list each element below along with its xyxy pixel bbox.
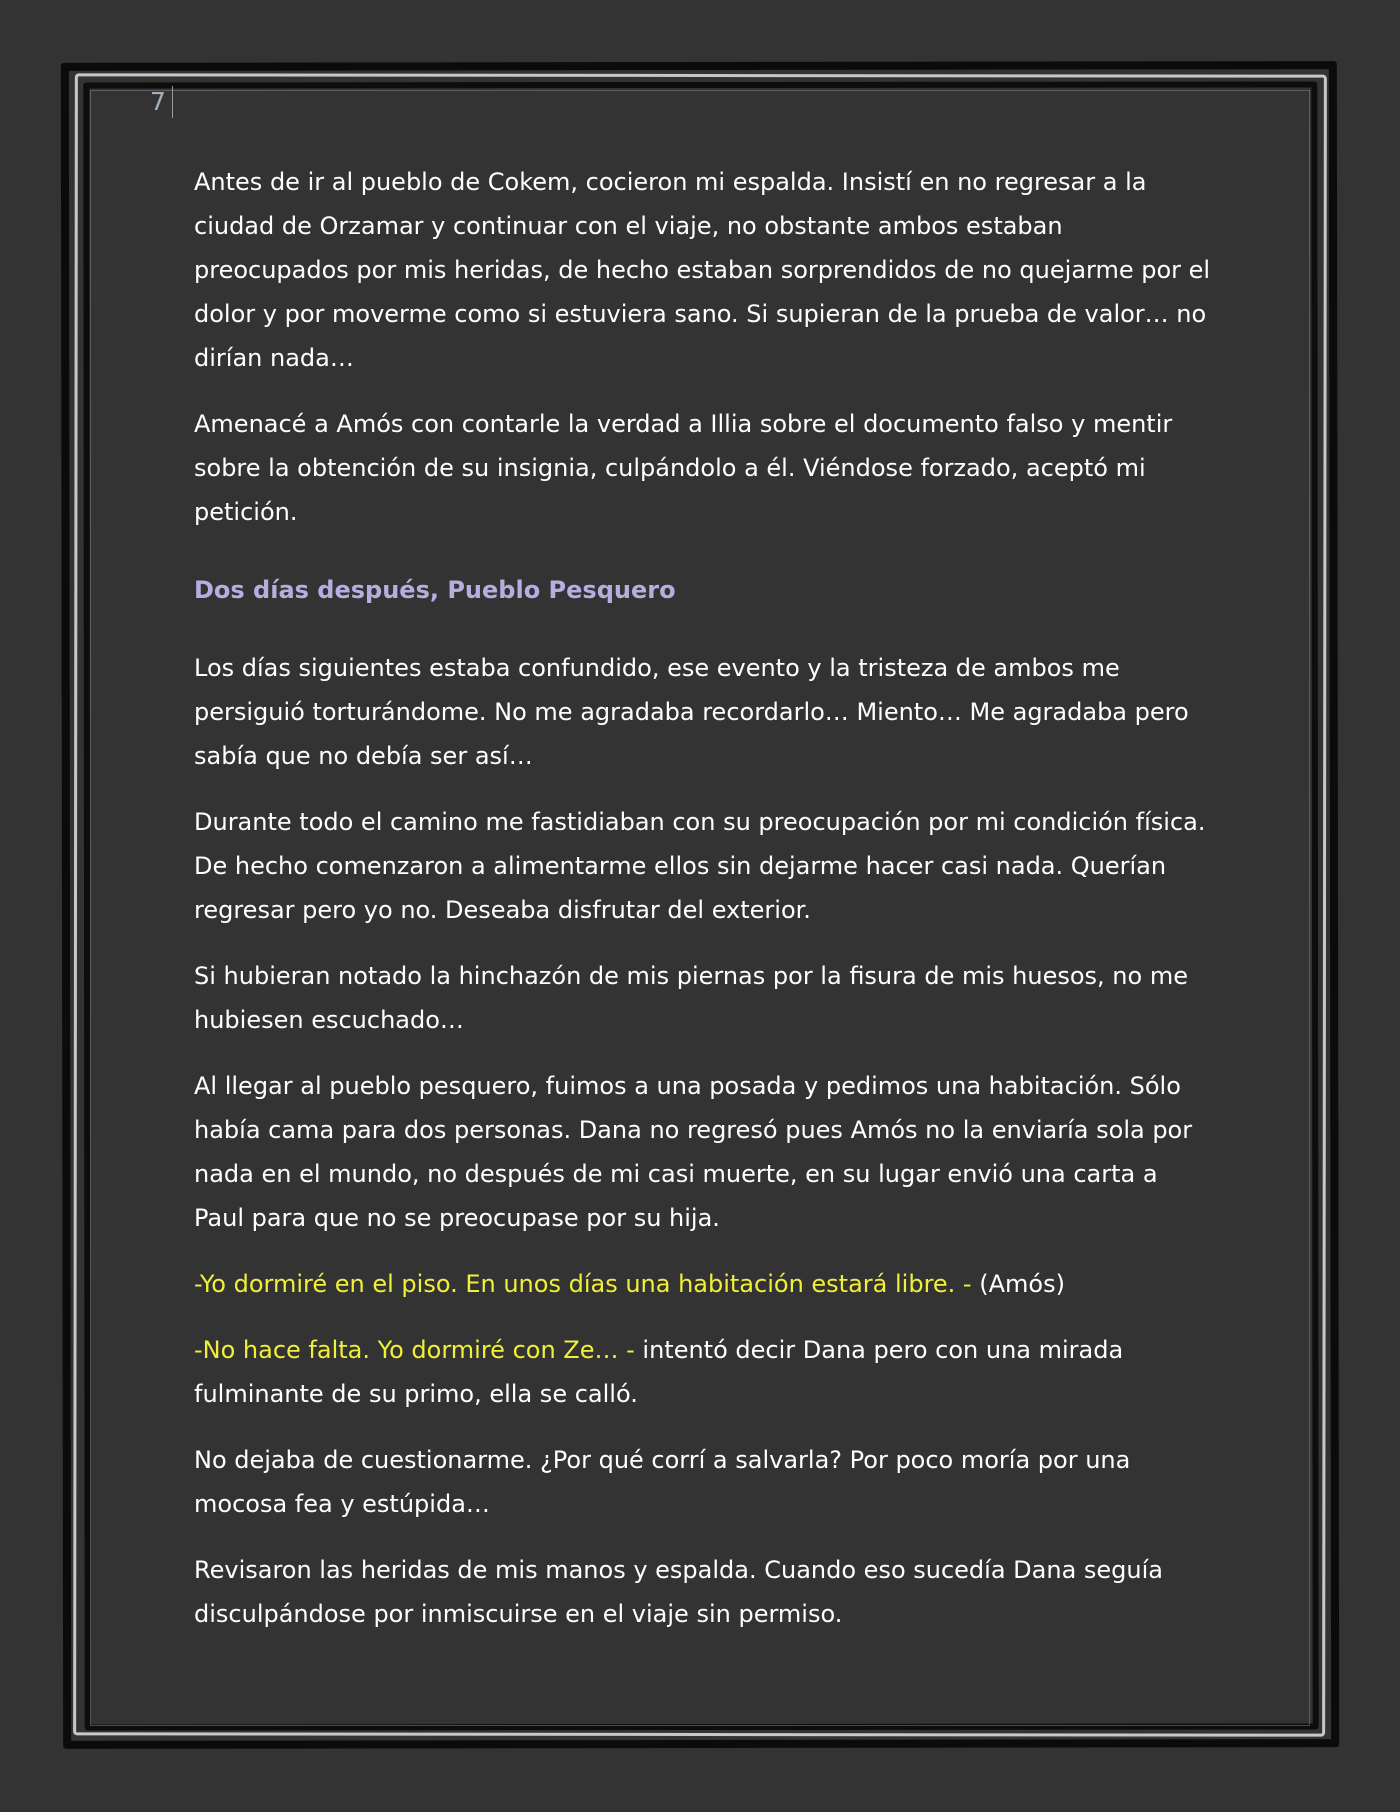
paragraph: Si hubieran notado la hinchazón de mis piernas por la fisura de mis huesos, no me hubiesen escuchado… (194, 962, 1188, 1034)
paragraph: Los días siguientes estaba confundido, ese evento y la tristeza de ambos me persiguió torturándome. No me agradaba recordarlo… Miento… Me agradaba pero sabía que no debía ser así… (194, 654, 1189, 770)
section-heading: Dos días después, Pueblo Pesquero (194, 576, 676, 604)
paragraph: Revisaron las heridas de mis manos y espalda. Cuando eso sucedía Dana seguía disculpándose por inmiscuirse en el viaje sin permiso. (194, 1556, 1163, 1628)
paragraph: Antes de ir al pueblo de Cokem, cocieron mi espalda. Insistí en no regresar a la ciudad de Orzamar y continuar con el viaje, no obstante ambos estaban preocupados por mis heridas, de hecho estaban sorprendidos de no quejarme por el dolor y por moverme como si estuviera sano. Si supieran de la prueba de valor… no dirían nada… (194, 168, 1211, 372)
dialogue-line (194, 1328, 1214, 1416)
paragraph: Al llegar al pueblo pesquero, fuimos a una posada y pedimos una habitación. Sólo había cama para dos personas. Dana no regresó pues Amós no la enviaría sola por nada en el mundo, no después de mi casi muerte, en su lugar envió una carta a Paul para que no se preocupase por su hija. (194, 1072, 1193, 1232)
paragraph: Amenacé a Amós con contarle la verdad a Illia sobre el documento falso y mentir sobre la obtención de su insignia, culpándolo a él. Viéndose forzado, aceptó mi petición. (194, 410, 1173, 526)
dialogue-speech: -No hace falta. Yo dormiré con Ze… - (194, 1336, 635, 1364)
dialogue-tag: (Amós) (971, 1270, 1065, 1298)
dialogue-line (194, 1262, 1214, 1306)
dialogue-tag: intentó decir Dana pero con una mirada fulminante de su primo, ella se calló. (194, 1336, 1124, 1408)
page-number: 7 (150, 86, 173, 118)
paragraph: No dejaba de cuestionarme. ¿Por qué corrí a salvarla? Por poco moría por una mocosa fea y estúpida… (194, 1446, 1131, 1518)
paragraph: Durante todo el camino me fastidiaban con su preocupación por mi condición física. De hecho comenzaron a alimentarme ellos sin dejarme hacer casi nada. Querían regresar pero yo no. Deseaba disfrutar del exterior. (194, 808, 1206, 924)
dialogue-speech: -Yo dormiré en el piso. En unos días una habitación estará libre. - (194, 1270, 972, 1298)
document-body (194, 160, 1214, 1658)
